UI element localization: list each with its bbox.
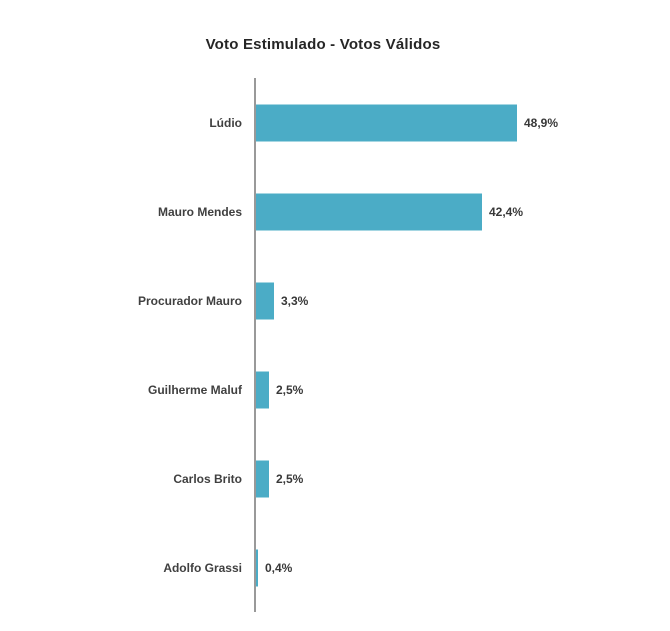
chart-row [0, 78, 670, 167]
bar [256, 104, 517, 141]
category-label: Adolfo Grassi [163, 560, 242, 575]
y-axis-line [254, 78, 256, 612]
category-label: Carlos Brito [173, 471, 242, 486]
chart-row [0, 345, 670, 434]
value-label: 2,5% [276, 471, 304, 486]
chart-row [0, 434, 670, 523]
category-label: Guilherme Maluf [147, 382, 242, 397]
bar [256, 193, 482, 230]
chart-title: Voto Estimulado - Votos Válidos [205, 36, 441, 53]
bar [256, 549, 258, 586]
value-label: 42,4% [489, 204, 524, 219]
value-label: 2,5% [276, 382, 304, 397]
chart-row [0, 167, 670, 256]
bar [256, 371, 269, 408]
category-label: Lúdio [209, 115, 242, 130]
chart-row [0, 523, 670, 612]
bar [256, 282, 274, 319]
value-label: 0,4% [265, 560, 293, 575]
value-label: 3,3% [281, 293, 309, 308]
value-label: 48,9% [524, 115, 559, 130]
category-label: Procurador Mauro [137, 293, 242, 308]
bar [256, 460, 269, 497]
chart-row [0, 256, 670, 345]
category-label: Mauro Mendes [157, 204, 242, 219]
